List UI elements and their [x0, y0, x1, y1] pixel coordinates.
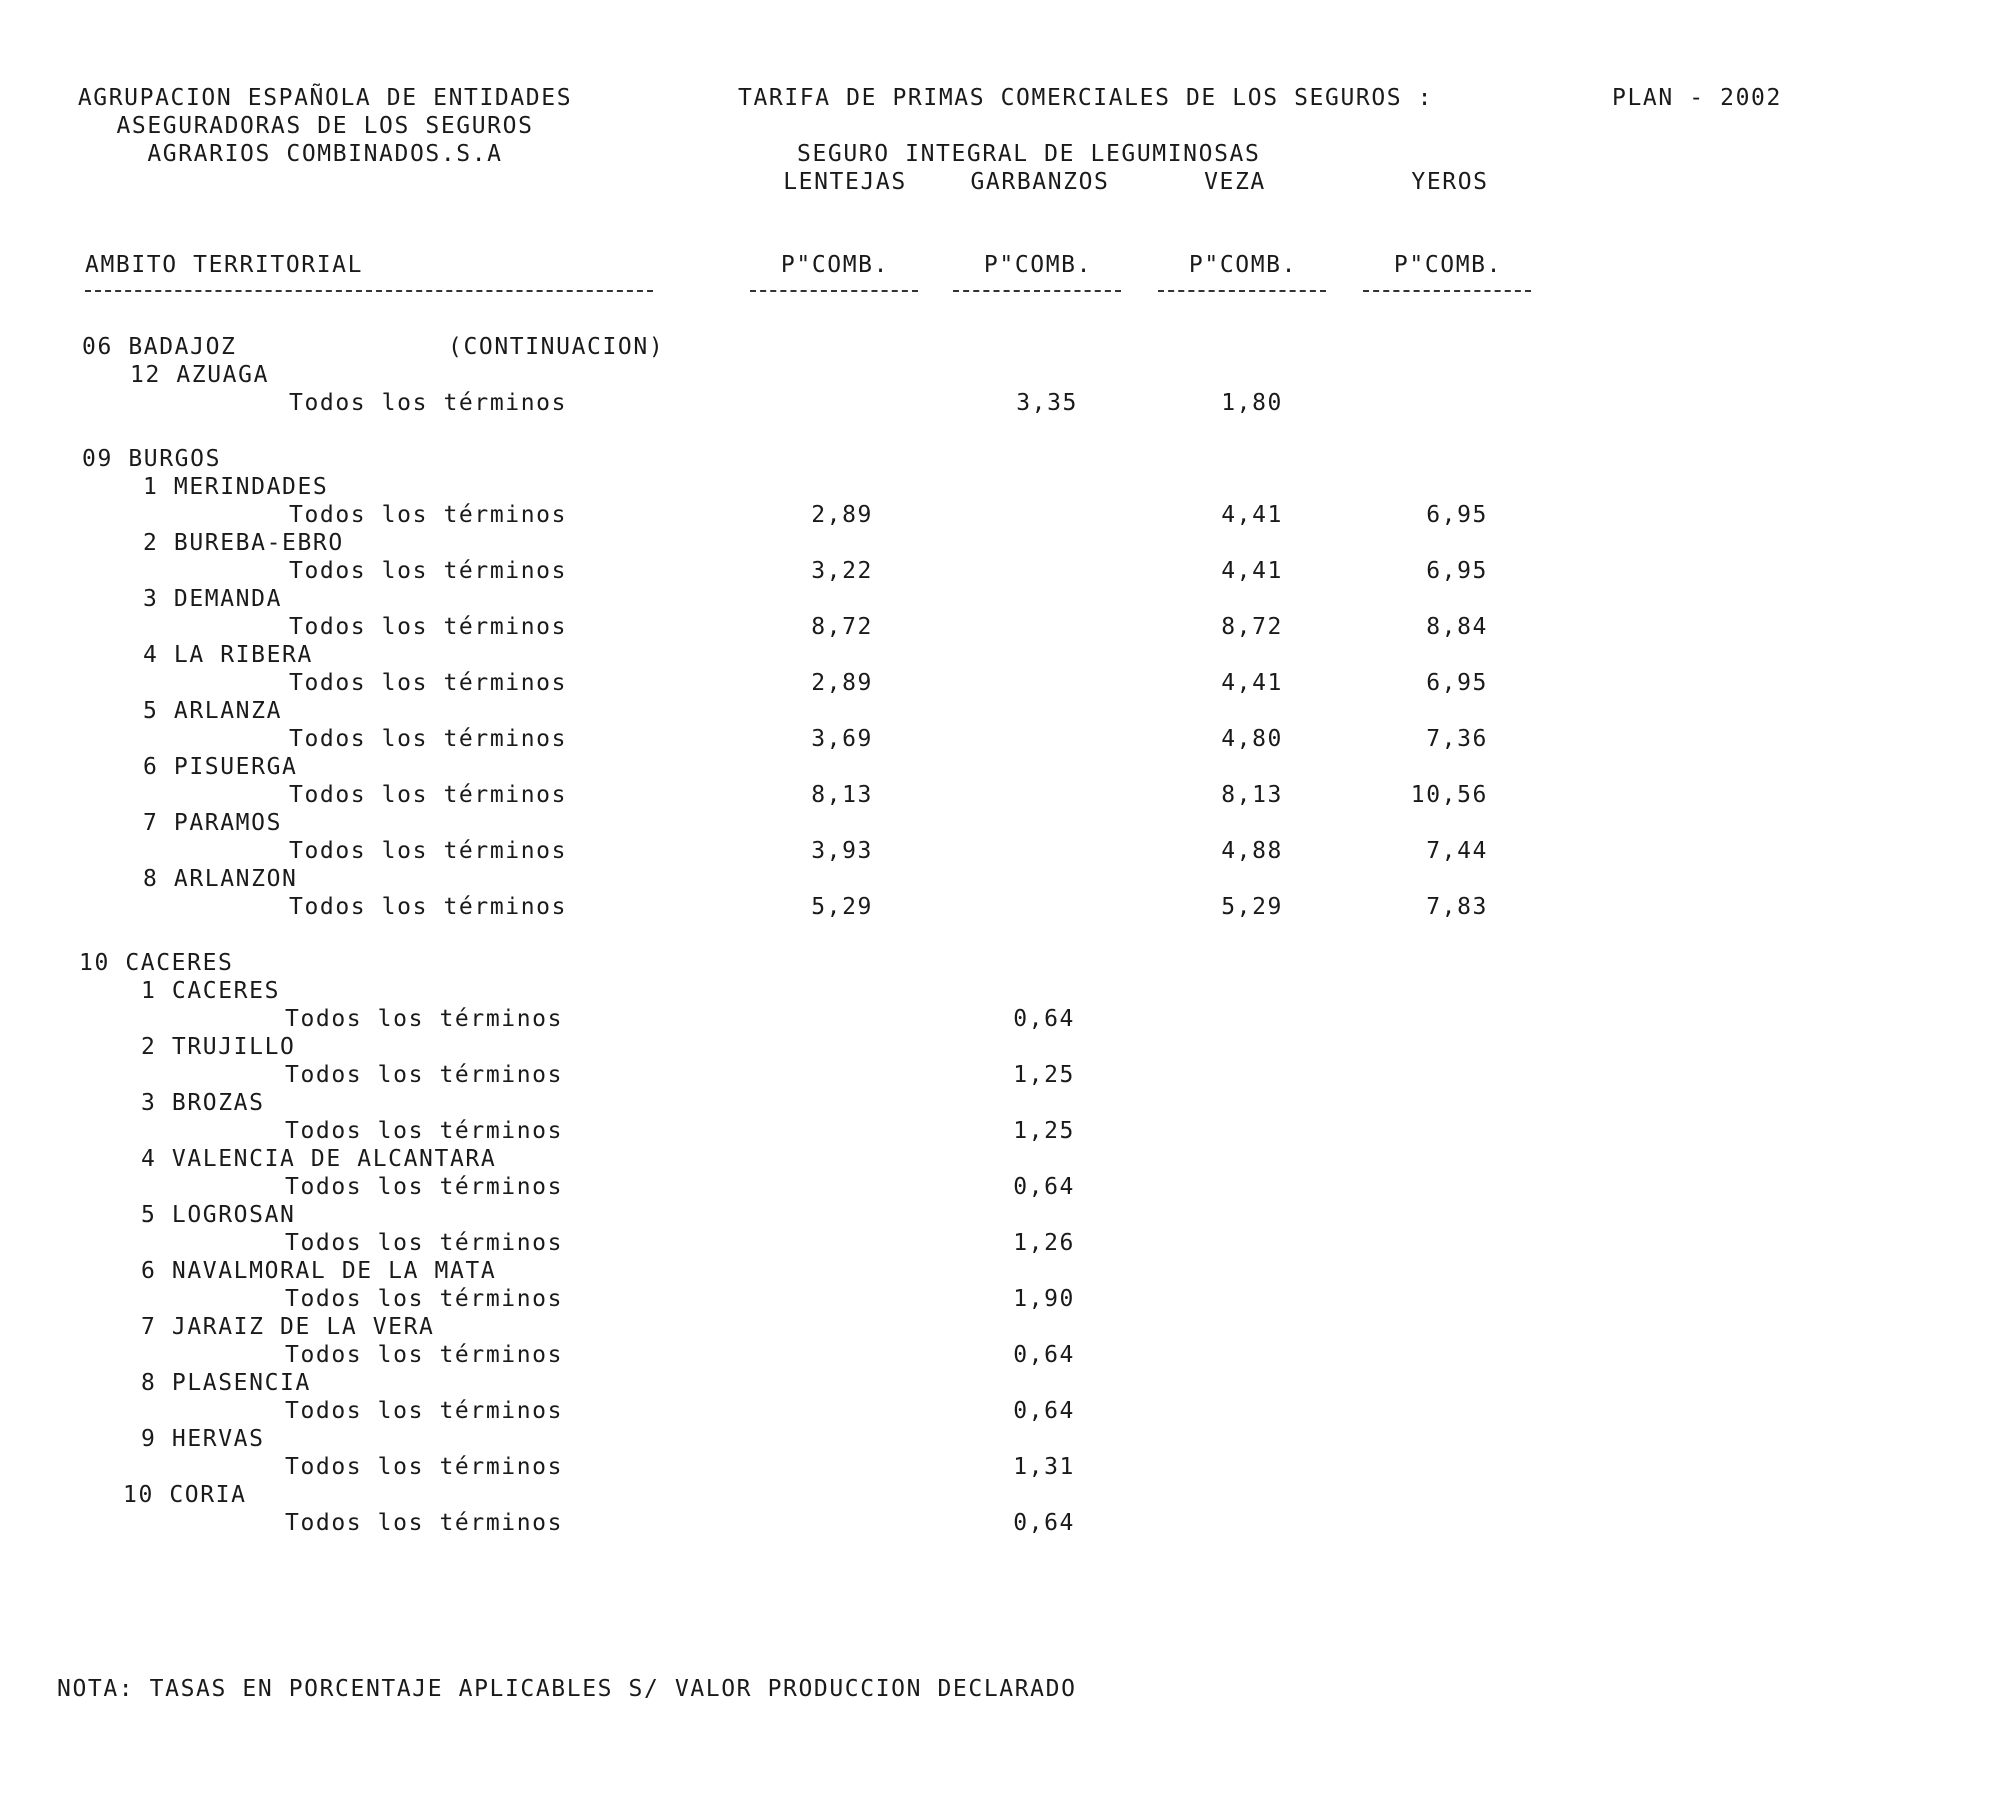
premium-header-garbanzos: P"COMB. [983, 252, 1093, 278]
zone-label: 6 NAVALMORAL DE LA MATA [141, 1258, 497, 1284]
term-label: Todos los términos [285, 1174, 564, 1200]
term-label: Todos los términos [285, 1398, 564, 1424]
premium-veza: 8,72 [1221, 614, 1283, 640]
premium-yeros: 10,56 [1410, 782, 1488, 808]
term-label: Todos los términos [289, 614, 568, 640]
header-rule-lentejas [750, 290, 918, 292]
premium-lentejas: 8,72 [811, 614, 873, 640]
zone-label: 5 ARLANZA [143, 698, 283, 724]
zone-label: 2 TRUJILLO [141, 1034, 296, 1060]
premium-garbanzos: 0,64 [1013, 1342, 1075, 1368]
premium-garbanzos: 0,64 [1013, 1398, 1075, 1424]
zone-label: 2 BUREBA-EBRO [143, 530, 344, 556]
premium-lentejas: 8,13 [811, 782, 873, 808]
zone-label: 4 VALENCIA DE ALCANTARA [141, 1146, 497, 1172]
premium-lentejas: 3,22 [811, 558, 873, 584]
term-label: Todos los términos [285, 1454, 564, 1480]
premium-veza: 8,13 [1221, 782, 1283, 808]
premium-veza: 4,80 [1221, 726, 1283, 752]
premium-veza: 4,41 [1221, 558, 1283, 584]
premium-garbanzos: 1,31 [1013, 1454, 1075, 1480]
plan-label: PLAN - 2002 [1612, 85, 1782, 111]
zone-label: 6 PISUERGA [143, 754, 298, 780]
header-rule-veza [1158, 290, 1326, 292]
crop-header-garbanzos: GARBANZOS [970, 169, 1110, 195]
premium-yeros: 6,95 [1426, 670, 1488, 696]
term-label: Todos los términos [289, 558, 568, 584]
term-label: Todos los términos [285, 1510, 564, 1536]
crop-header-yeros: YEROS [1411, 169, 1489, 195]
premium-yeros: 7,44 [1426, 838, 1488, 864]
header-rule-yeros [1363, 290, 1531, 292]
term-label: Todos los términos [289, 670, 568, 696]
term-label: Todos los términos [289, 502, 568, 528]
province-label: 06 BADAJOZ [82, 334, 237, 360]
org-name-line-1: AGRUPACION ESPAÑOLA DE ENTIDADES [77, 85, 573, 111]
term-label: Todos los términos [285, 1342, 564, 1368]
zone-label: 8 ARLANZON [143, 866, 298, 892]
territory-header: AMBITO TERRITORIAL [85, 252, 364, 278]
zone-label: 12 AZUAGA [130, 362, 270, 388]
zone-label: 3 BROZAS [141, 1090, 265, 1116]
org-name-line-3: AGRARIOS COMBINADOS.S.A [147, 141, 503, 167]
premium-header-lentejas: P"COMB. [780, 252, 890, 278]
zone-label: 4 LA RIBERA [143, 642, 313, 668]
term-label: Todos los términos [289, 390, 568, 416]
premium-header-veza: P"COMB. [1188, 252, 1298, 278]
header-rule-territory [85, 290, 653, 292]
premium-lentejas: 2,89 [811, 502, 873, 528]
insurance-name: SEGURO INTEGRAL DE LEGUMINOSAS [797, 141, 1261, 167]
zone-label: 1 MERINDADES [143, 474, 329, 500]
premium-yeros: 6,95 [1426, 558, 1488, 584]
term-label: Todos los términos [289, 782, 568, 808]
term-label: Todos los términos [285, 1286, 564, 1312]
term-label: Todos los términos [289, 838, 568, 864]
zone-label: 8 PLASENCIA [141, 1370, 311, 1396]
header-rule-garbanzos [953, 290, 1121, 292]
term-label: Todos los términos [285, 1230, 564, 1256]
tariff-title: TARIFA DE PRIMAS COMERCIALES DE LOS SEGUROS : [738, 85, 1434, 111]
premium-yeros: 8,84 [1426, 614, 1488, 640]
term-label: Todos los términos [285, 1118, 564, 1144]
premium-lentejas: 5,29 [811, 894, 873, 920]
org-name-line-2: ASEGURADORAS DE LOS SEGUROS [116, 113, 534, 139]
premium-garbanzos: 1,26 [1013, 1230, 1075, 1256]
crop-header-veza: VEZA [1204, 169, 1266, 195]
premium-garbanzos: 1,25 [1013, 1118, 1075, 1144]
premium-yeros: 7,83 [1426, 894, 1488, 920]
province-label: 09 BURGOS [82, 446, 222, 472]
premium-veza: 1,80 [1221, 390, 1283, 416]
zone-label: 3 DEMANDA [143, 586, 283, 612]
premium-veza: 5,29 [1221, 894, 1283, 920]
zone-label: 7 PARAMOS [143, 810, 283, 836]
premium-lentejas: 3,69 [811, 726, 873, 752]
premium-garbanzos: 0,64 [1013, 1006, 1075, 1032]
premium-veza: 4,88 [1221, 838, 1283, 864]
premium-lentejas: 3,93 [811, 838, 873, 864]
term-label: Todos los términos [289, 726, 568, 752]
zone-label: 5 LOGROSAN [141, 1202, 296, 1228]
premium-garbanzos: 0,64 [1013, 1510, 1075, 1536]
premium-garbanzos: 1,25 [1013, 1062, 1075, 1088]
premium-yeros: 7,36 [1426, 726, 1488, 752]
crop-header-lentejas: LENTEJAS [783, 169, 907, 195]
zone-label: 1 CACERES [141, 978, 281, 1004]
premium-veza: 4,41 [1221, 502, 1283, 528]
premium-lentejas: 2,89 [811, 670, 873, 696]
premium-header-yeros: P"COMB. [1393, 252, 1503, 278]
term-label: Todos los términos [289, 894, 568, 920]
term-label: Todos los términos [285, 1062, 564, 1088]
footer-note: NOTA: TASAS EN PORCENTAJE APLICABLES S/ VALOR PRODUCCION DECLARADO [57, 1676, 1077, 1702]
premium-garbanzos: 0,64 [1013, 1174, 1075, 1200]
premium-yeros: 6,95 [1426, 502, 1488, 528]
premium-veza: 4,41 [1221, 670, 1283, 696]
premium-garbanzos: 1,90 [1013, 1286, 1075, 1312]
zone-label: 9 HERVAS [141, 1426, 265, 1452]
zone-label: 10 CORIA [123, 1482, 247, 1508]
continuation-note: (CONTINUACION) [448, 334, 665, 360]
province-label: 10 CACERES [79, 950, 234, 976]
zone-label: 7 JARAIZ DE LA VERA [141, 1314, 435, 1340]
term-label: Todos los términos [285, 1006, 564, 1032]
premium-garbanzos: 3,35 [1016, 390, 1078, 416]
